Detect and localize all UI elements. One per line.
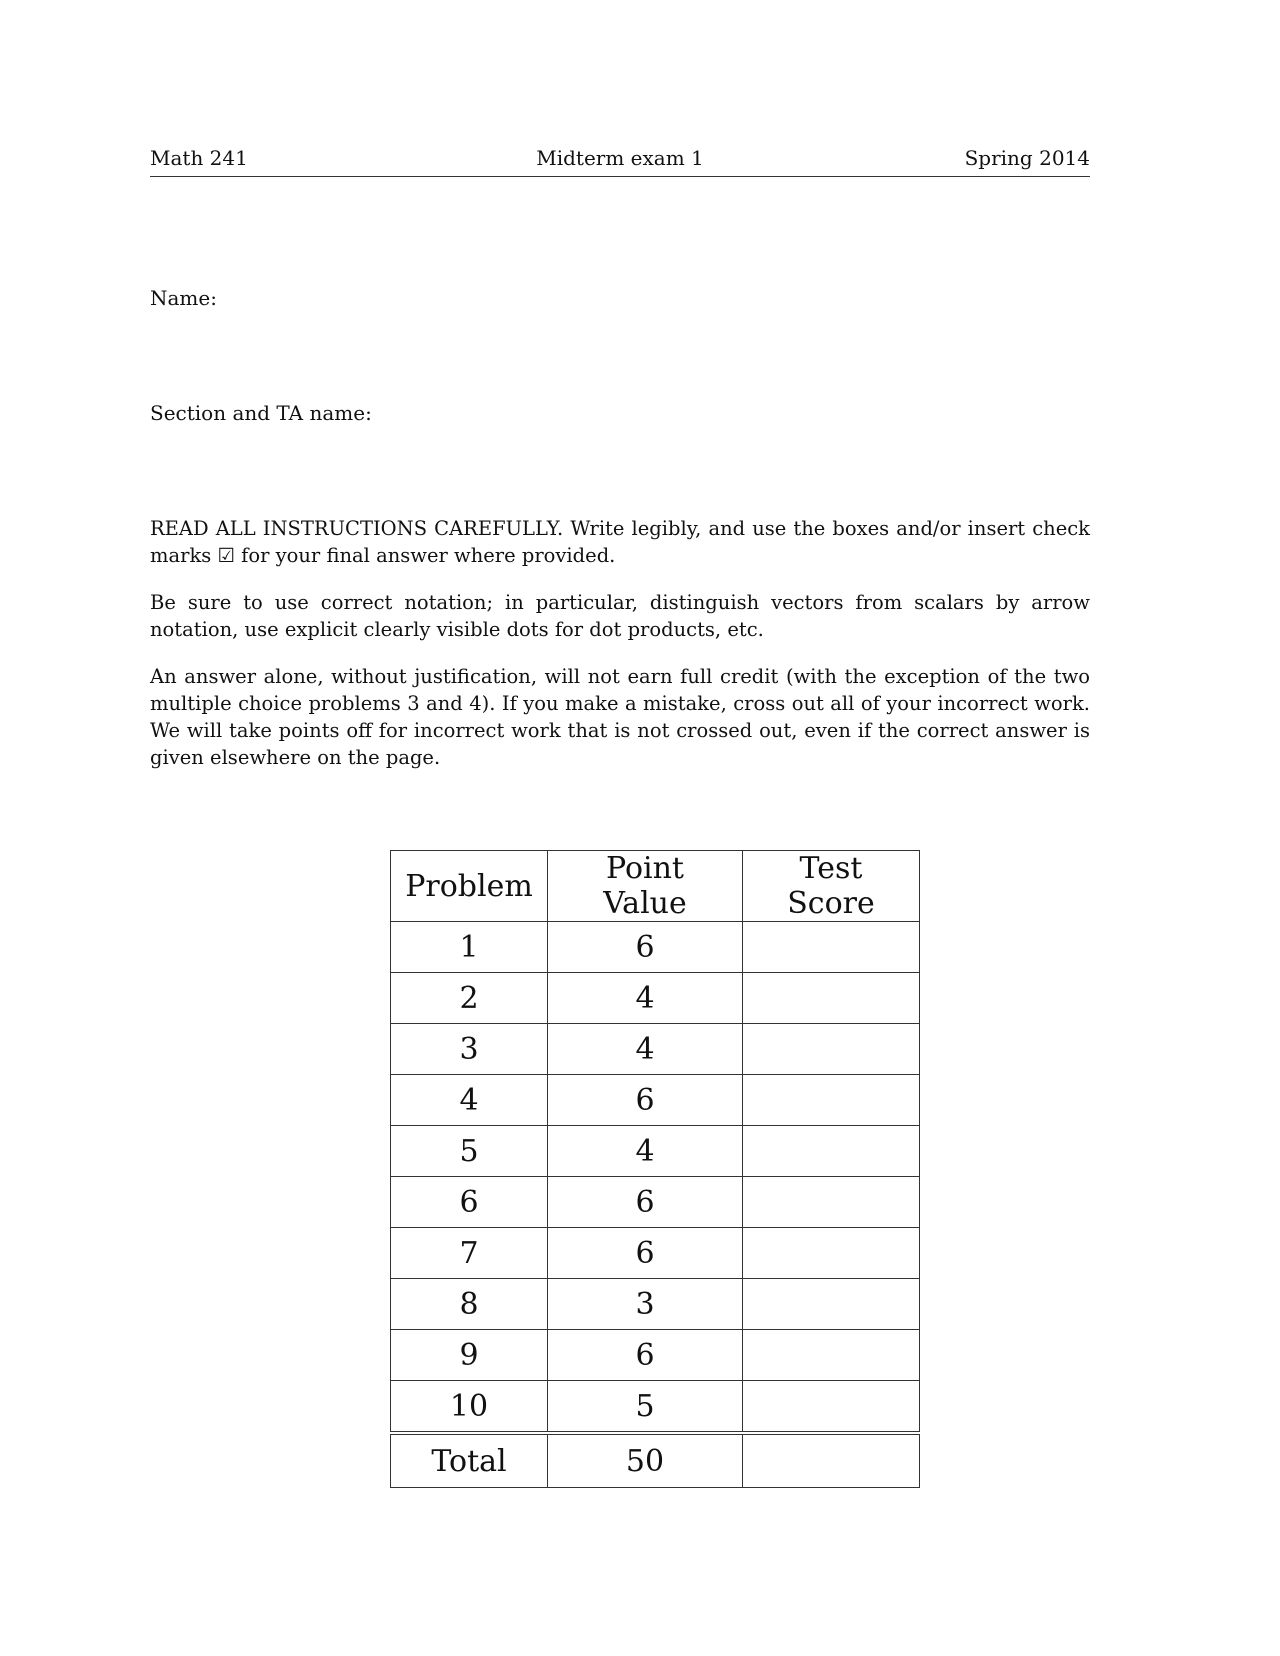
point-value-cell: 4 (548, 973, 743, 1024)
problem-number-cell: 5 (391, 1126, 548, 1177)
course-name: Math 241 (150, 146, 248, 170)
total-score-cell (743, 1433, 920, 1488)
table-row (391, 1024, 920, 1075)
score-table (390, 850, 920, 1488)
table-row (391, 973, 920, 1024)
problem-number-cell: 7 (391, 1228, 548, 1279)
test-score-cell (743, 922, 920, 973)
table-header-row (391, 851, 920, 922)
test-score-cell (743, 1279, 920, 1330)
point-value-cell: 5 (548, 1381, 743, 1434)
point-value-cell: 4 (548, 1024, 743, 1075)
section-label: Section and TA name: (150, 401, 372, 425)
point-value-cell: 6 (548, 1177, 743, 1228)
point-value-cell: 6 (548, 922, 743, 973)
column-header-problem: Problem (391, 851, 548, 922)
problem-number-cell: 9 (391, 1330, 548, 1381)
test-score-cell (743, 1381, 920, 1434)
instruction-paragraph: An answer alone, without justification, will not earn full credit (with the exception of the two multiple choice problems 3 and 4). If you make a mistake, cross out all of your incorrect work. We will take points off for incorrect work that is not crossed out, even if the correct answer is given elsewhere on the page. (150, 665, 1090, 769)
table-row (391, 1228, 920, 1279)
total-points: 50 (548, 1433, 743, 1488)
exam-term: Spring 2014 (964, 146, 1090, 170)
problem-number-cell: 2 (391, 973, 548, 1024)
test-score-cell (743, 1075, 920, 1126)
instruction-paragraph: Be sure to use correct notation; in particular, distinguish vectors from scalars by arrow notation, use explicit clearly visible dots for dot products, etc. (150, 591, 1090, 641)
problem-number-cell: 10 (391, 1381, 548, 1434)
test-score-cell (743, 973, 920, 1024)
instruction-paragraph: READ ALL INSTRUCTIONS CAREFULLY. Write legibly, and use the boxes and/or insert check marks ☑ for your final answer where provided. (150, 517, 1090, 567)
column-header-point-value: Point Value (548, 851, 743, 922)
table-row (391, 1330, 920, 1381)
instructions (150, 515, 1090, 791)
point-value-cell: 6 (548, 1330, 743, 1381)
point-value-cell: 6 (548, 1228, 743, 1279)
problem-number-cell: 1 (391, 922, 548, 973)
total-row (391, 1433, 920, 1488)
point-value-cell: 4 (548, 1126, 743, 1177)
table-row (391, 1381, 920, 1434)
test-score-cell (743, 1126, 920, 1177)
table-row (391, 1177, 920, 1228)
problem-number-cell: 8 (391, 1279, 548, 1330)
test-score-cell (743, 1024, 920, 1075)
table-row (391, 922, 920, 973)
point-value-cell: 3 (548, 1279, 743, 1330)
problem-number-cell: 4 (391, 1075, 548, 1126)
test-score-cell (743, 1177, 920, 1228)
total-label: Total (391, 1433, 548, 1488)
point-value-cell: 6 (548, 1075, 743, 1126)
page-header (150, 146, 1090, 177)
table-row (391, 1075, 920, 1126)
name-label: Name: (150, 286, 217, 310)
table-row (391, 1126, 920, 1177)
table-row (391, 1279, 920, 1330)
test-score-cell (743, 1330, 920, 1381)
test-score-cell (743, 1228, 920, 1279)
problem-number-cell: 6 (391, 1177, 548, 1228)
problem-number-cell: 3 (391, 1024, 548, 1075)
column-header-test-score: Test Score (743, 851, 920, 922)
exam-title: Midterm exam 1 (536, 146, 704, 170)
score-table-body (391, 922, 920, 1488)
